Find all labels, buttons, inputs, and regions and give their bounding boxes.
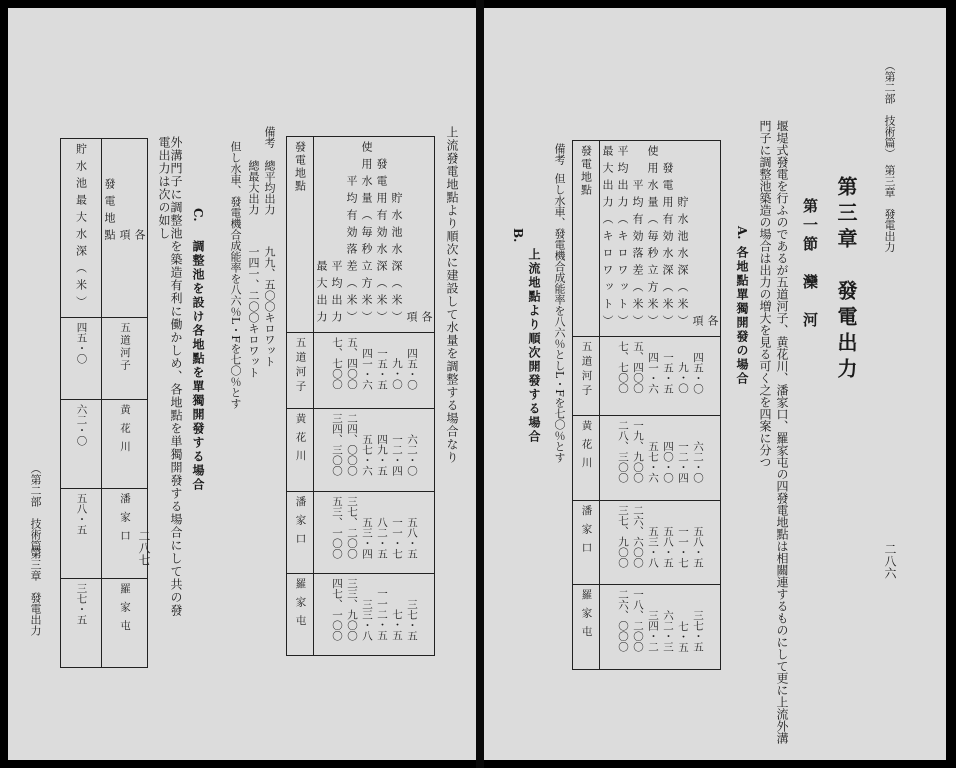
table-a-header xyxy=(573,585,600,670)
cell-value: 九・〇 xyxy=(677,362,689,394)
cell-value: 三三、九〇〇 xyxy=(346,577,358,641)
cell-value: 六二・〇 xyxy=(692,440,704,483)
row-label: 發電用有効水深（米） xyxy=(661,162,674,332)
cell-value: 七、七〇〇 xyxy=(617,341,629,394)
table-c-header xyxy=(102,399,148,488)
note-max-value: 一四一、二〇〇キロワット xyxy=(247,246,260,378)
table-c xyxy=(60,138,151,668)
cell-value: 四〇・〇 xyxy=(662,440,674,483)
table-c-header xyxy=(102,578,148,667)
cell-value: 九・〇 xyxy=(391,358,403,390)
row-label: 貯水池最大水深（米） xyxy=(74,143,88,313)
cell-value: 二四、〇〇〇 xyxy=(346,413,358,477)
row-label: 平均出力（キロワット） xyxy=(616,145,629,332)
table-a-header xyxy=(573,500,600,585)
col-header: 潘家口 xyxy=(119,493,131,549)
cell-value: 六二・〇 xyxy=(75,403,88,446)
row-label: 平均有効落差（米） xyxy=(631,179,644,332)
chapter-title: 第三章 發電出力 xyxy=(834,176,858,384)
table-b-corner xyxy=(314,137,435,333)
table-b-header xyxy=(287,333,314,409)
section-c-title: 調整池を設け各地點を單獨開發する場合 xyxy=(191,240,205,492)
cell-value: 一一・七 xyxy=(677,525,689,568)
corner-top: 發電地點 xyxy=(293,141,307,193)
cell-value: 一九、九〇〇 xyxy=(632,419,644,483)
table-b-header xyxy=(287,573,314,655)
running-head-part: （第二部 技術篇） xyxy=(29,463,42,562)
row-label: 使用水量（毎秒立方米） xyxy=(646,145,659,332)
table-c-cell xyxy=(61,399,102,488)
table-a-corner-top xyxy=(573,141,600,337)
table-b-col xyxy=(314,491,435,573)
corner-label: 各 xyxy=(706,315,719,332)
corner-label: 各 xyxy=(133,229,146,246)
col-header: 黄花川 xyxy=(119,403,131,460)
row-label: 發電用有効水深（米） xyxy=(375,158,388,328)
cell-value: 二八、三〇〇 xyxy=(617,419,629,483)
para-b-heading: 上流發電地點より順次に建設して水量を調整する場合なり xyxy=(445,126,459,464)
cell-value: 一五・五 xyxy=(662,351,674,394)
cell-value: 一二・四 xyxy=(677,440,689,483)
cell-value: 五七・六 xyxy=(361,434,373,477)
section-a-label: A. xyxy=(735,226,749,240)
cell-value: 六二・〇 xyxy=(406,434,418,477)
cell-value: 二六、〇〇〇 xyxy=(617,589,629,653)
right-page-number: 二八六 xyxy=(883,543,897,579)
table-b-header xyxy=(287,409,314,491)
col-header: 潘家口 xyxy=(580,504,593,561)
corner-bottom: 項 xyxy=(405,311,418,328)
cell-value: 一二・四 xyxy=(391,434,403,477)
section-title: 第一節 灤 河 xyxy=(801,198,819,331)
note-total-label: 總平均出力 xyxy=(263,160,276,215)
cell-value: 四五・〇 xyxy=(692,351,704,394)
cell-value: 四五・〇 xyxy=(75,322,88,364)
section-b-label: B. xyxy=(511,228,525,243)
cell-value: 五八・五 xyxy=(406,516,418,559)
para-c-text: 外溝門子に調整池を築造有利に働かしめ、各地點を単獨開發する場合にして共の發電出力は次の如し xyxy=(157,136,183,617)
cell-value: 五、四〇〇 xyxy=(346,337,358,390)
col-header: 羅家屯 xyxy=(294,577,307,634)
table-b-corner-top xyxy=(287,137,314,333)
cell-value: 一一・七 xyxy=(391,516,403,559)
cell-value: 三七・五 xyxy=(75,582,88,625)
running-head-chapter: 第三章 發電出力 xyxy=(29,548,42,636)
row-label: 平均有効落差（米） xyxy=(345,175,358,328)
cell-value: 五、四〇〇 xyxy=(632,341,644,394)
cell-value: 一八、二〇〇 xyxy=(632,589,644,653)
cell-value: 一五・五 xyxy=(376,347,388,390)
col-header: 五道河子 xyxy=(580,341,593,399)
cell-value: 五七・六 xyxy=(647,440,659,483)
cell-value: 三七、二〇〇 xyxy=(346,495,358,559)
table-a xyxy=(572,140,721,670)
cell-value: 五三・八 xyxy=(647,525,659,568)
corner-bottom: 項 xyxy=(691,315,704,332)
row-label: 貯水池水深（米） xyxy=(676,196,689,332)
section-b-title: 上流地點より順次開發する場合 xyxy=(527,248,541,444)
col-header: 羅家屯 xyxy=(119,582,131,639)
row-label: 貯水池水深（米） xyxy=(390,192,403,328)
cell-value: 五八・五 xyxy=(75,493,88,536)
row-label: 最大出力（キロワット） xyxy=(601,145,614,332)
row-label: 最大出力 xyxy=(315,260,328,328)
section-c-label: C. xyxy=(191,208,205,222)
intro-line-2: 門子に調整池築造の場合は出力の増大を見る可く之を四案に分つ xyxy=(758,120,772,468)
col-header: 黄花川 xyxy=(580,419,593,476)
table-c-header xyxy=(102,318,148,400)
cell-value: 三四、三〇〇 xyxy=(331,413,343,477)
cell-value: 六二・三 xyxy=(662,610,674,653)
cell-value: 二六、六〇〇 xyxy=(632,504,644,568)
cell-value: 四一・六 xyxy=(647,351,659,394)
cell-value: 三七、九〇〇 xyxy=(617,504,629,568)
left-page xyxy=(8,8,476,760)
note-label: 備考 xyxy=(263,126,276,148)
corner-top: 發電地點 xyxy=(103,178,116,246)
table-b-col xyxy=(314,333,435,409)
page-number: 二八七 xyxy=(137,530,151,566)
table-a-col xyxy=(600,500,721,585)
col-header: 羅家屯 xyxy=(580,589,593,645)
cell-value: 四一・六 xyxy=(361,347,373,390)
cell-value: 五三、一〇〇 xyxy=(331,495,343,559)
table-c-rowlabel xyxy=(61,139,102,318)
right-page xyxy=(484,8,946,760)
corner-top: 發電地點 xyxy=(579,145,593,197)
cell-value: 五三・四 xyxy=(361,516,373,559)
col-header: 五道河子 xyxy=(294,337,307,395)
note-total-output-text: 但し水車、發電機合成能率を八六％L・Fを七〇％とす xyxy=(229,141,242,409)
table-a-col xyxy=(600,585,721,670)
table-a-corner xyxy=(600,141,721,337)
table-a-header xyxy=(573,415,600,500)
row-label: 使用水量（毎秒立方米） xyxy=(360,141,373,328)
table-b-col xyxy=(314,409,435,491)
table-c-cell xyxy=(61,578,102,667)
intro-line-1: 堰堤式發電を行ふのであるが五道河子、黄花川、潘家口、羅家屯の四發電地點は相關連するものにして更に上流外溝 xyxy=(775,120,789,744)
cell-value: 四九・五 xyxy=(376,434,388,477)
table-c-header xyxy=(102,489,151,578)
right-note-text: 但し水車、發電機合成能率を八六％としL・Fを七〇％とす xyxy=(553,173,566,463)
table-c-corner xyxy=(102,139,148,318)
cell-value: 五八・五 xyxy=(692,525,704,568)
row-label: 平均出力 xyxy=(330,260,343,328)
section-a-title: 各地點單獨開發の場合 xyxy=(735,246,749,386)
cell-value: 三三・八 xyxy=(361,598,373,641)
table-a-header xyxy=(573,337,600,416)
note-total-value: 九九、五〇〇キロワット xyxy=(263,246,276,367)
corner-bottom: 項 xyxy=(118,229,131,246)
cell-value: 四五・〇 xyxy=(406,347,418,390)
right-note-label: 備考 xyxy=(553,143,566,165)
table-b xyxy=(286,136,435,656)
cell-value: 四七、一〇〇 xyxy=(331,577,343,641)
table-c-cell xyxy=(61,489,102,578)
cell-value: 三七・五 xyxy=(406,598,418,641)
cell-value: 七、七〇〇 xyxy=(331,337,343,390)
cell-value: 一一二・五 xyxy=(376,588,388,641)
note-max-label: 總最大出力 xyxy=(247,160,260,215)
cell-value: 八二・五 xyxy=(376,516,388,559)
book-gutter xyxy=(476,0,484,768)
cell-value: 七・五 xyxy=(391,609,403,641)
cell-value: 三七・五 xyxy=(692,610,704,653)
running-head: （第二部 技術篇） 第三章 發電出力 xyxy=(883,60,896,253)
table-b-col xyxy=(314,573,435,655)
col-header: 潘家口 xyxy=(294,495,307,552)
col-header: 黄花川 xyxy=(294,413,307,469)
cell-value: 五八・五 xyxy=(662,525,674,568)
table-a-col xyxy=(600,337,721,416)
table-b-header xyxy=(287,491,314,573)
col-header: 五道河子 xyxy=(119,322,131,372)
cell-value: 三四・二 xyxy=(647,610,659,653)
corner-label: 各 xyxy=(420,311,433,328)
table-c-cell xyxy=(61,318,102,400)
cell-value: 七・五 xyxy=(677,620,689,653)
table-a-col xyxy=(600,415,721,500)
